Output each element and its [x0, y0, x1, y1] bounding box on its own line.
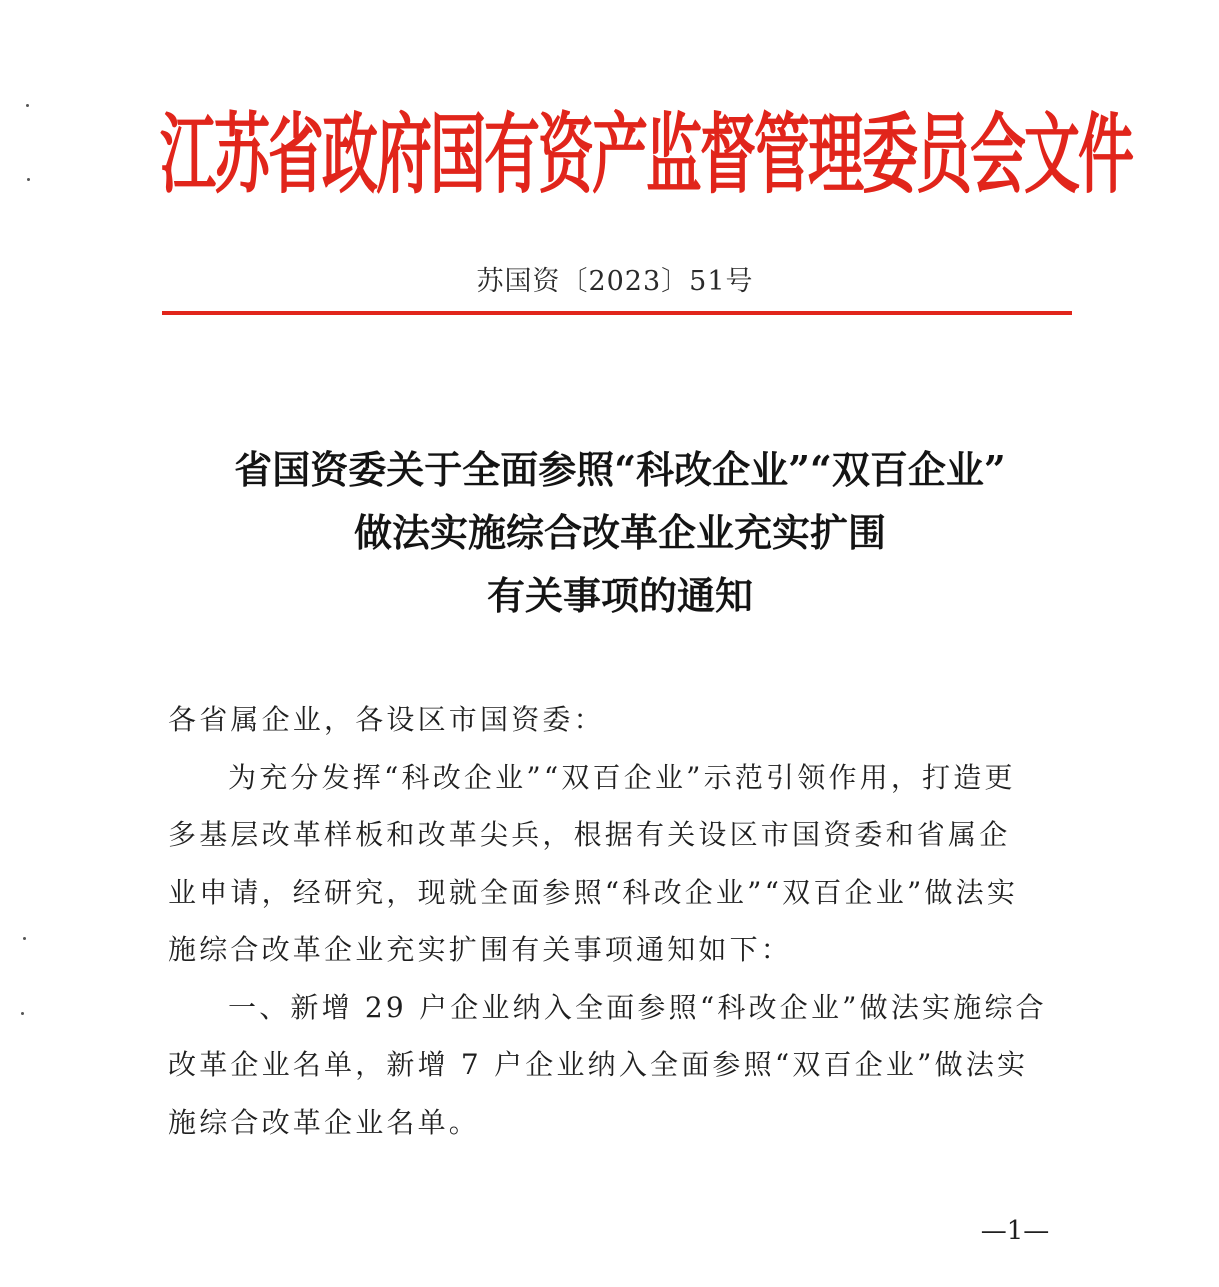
- notice-title-line-1: 省国资委关于全面参照“科改企业”“双百企业”: [234, 447, 1006, 492]
- notice-title: [140, 438, 1100, 627]
- paragraph-line-2: 多基层改革样板和改革尖兵，根据有关设区市国资委和省属企: [168, 818, 1011, 851]
- binding-hole-mark: [26, 104, 29, 107]
- notice-title-line-3: 有关事项的通知: [486, 573, 753, 618]
- red-divider-line: [162, 311, 1072, 315]
- addressee: 各省属企业，各设区市国资委：: [168, 703, 605, 736]
- page-number: —1—: [980, 1216, 1050, 1246]
- notice-body: [168, 691, 1073, 1151]
- paragraph-line-7: 施综合改革企业名单。: [168, 1105, 481, 1139]
- paragraph-line-6: 改革企业名单，新增 7 户企业纳入全面参照“双百企业”做法实: [168, 1048, 1029, 1081]
- paragraph-line-3: 业申请，经研究，现就全面参照“科改企业”“双百企业”做法实: [168, 875, 1019, 909]
- paragraph-line-5: 一、新增 29 户企业纳入全面参照“科改企业”做法实施综合: [228, 990, 1047, 1024]
- agency-header-title: 江苏省政府国有资产监督管理委员会文件: [160, 103, 1132, 207]
- binding-hole-mark: [27, 178, 30, 181]
- document-number: 苏国资〔2023〕51号: [476, 266, 754, 297]
- paragraph-line-1: 为充分发挥“科改企业”“双百企业”示范引领作用，打造更: [228, 760, 1016, 794]
- notice-title-line-2: 做法实施综合改革企业充实扩围: [353, 510, 886, 555]
- binding-hole-mark: [23, 937, 26, 940]
- binding-hole-mark: [21, 1012, 24, 1015]
- paragraph-line-4: 施综合改革企业充实扩围有关事项通知如下：: [168, 933, 793, 966]
